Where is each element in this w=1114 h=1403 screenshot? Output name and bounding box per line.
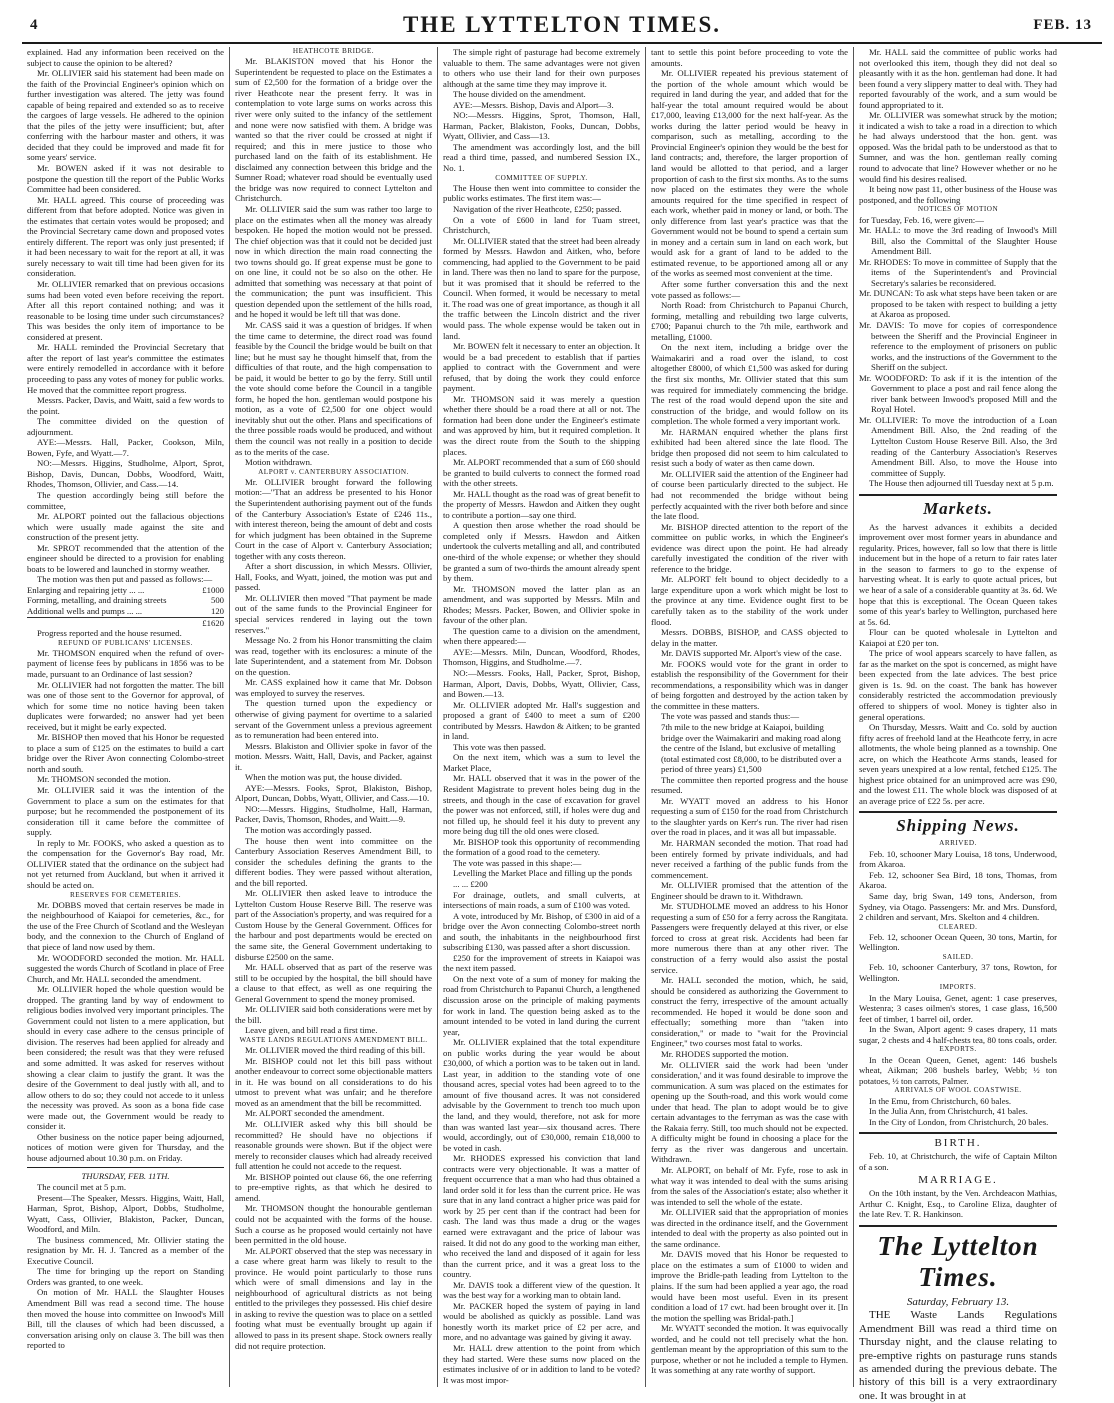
- paragraph: Feb. 10, schooner Mary Louisa, 18 tons, Underwood, from Akaroa.: [859, 848, 1057, 870]
- paragraph: Mr. SPROT recommended that the attention of the engineer should be directed to a provision for enabling boats to be lowered and launched in stormy weather.: [27, 542, 224, 574]
- divider: [859, 811, 1057, 813]
- paragraph: THE Waste Lands Regulations Amendment Bill was read a third time on Thursday night, and the clause relating to pre-emptive rights on pasturage runs stands as amended during the previous debate. The history of this bill is a very extraordinary one. It was brought in at: [859, 1309, 1057, 1402]
- paragraph: Feb. 10, schooner Canterbury, 37 tons, Rowton, for Wellington.: [859, 962, 1057, 983]
- paragraph: Mr. OLLIVIER said the attention of the Engineer had of course been particularly directed to the subject. He had not recommended the bridge without being perfectly acquainted with the river both before and since the late flood.: [651, 468, 848, 522]
- birth-heading: BIRTH.: [934, 1137, 982, 1150]
- paragraph: Mr. RHODES supported the motion.: [661, 1048, 789, 1059]
- paragraph: Mr. THOMSON thought the honourable gentleman could not be acquainted with the forms of the house. Such a course as he proposed would certainly not have been permitted in the old house.: [235, 1203, 432, 1246]
- paragraph: Navigation of the river Heathcote, £250; passed.: [453, 203, 622, 214]
- paragraph: The simple right of pasturage had become extremely valuable to them. The same advantages were not given to others who use their land for their own purposes although at the same time they may improve it.: [443, 47, 640, 89]
- paragraph: NO:—Messrs. Higgins, Studholme, Hall, Harman, Packer, Davis, Thomson, Rhodes, and Waitt.—9.: [235, 803, 432, 825]
- editorial-nameplate: The Lyttelton Times.: [877, 1231, 1039, 1293]
- paragraph: When the motion was put, the house divided.: [245, 772, 403, 783]
- paragraph: For drainage, outlets, and small culverts, at intersections of main roads, a sum of £100 was voted.: [443, 889, 640, 911]
- paragraph: NO:—Messrs. Higgins, Studholme, Alport, Sprot, Bishop, Davis, Duncan, Dobbs, Woodford, Waitt, Rhodes, Thomson, Ollivier, and Cass.—14.: [27, 458, 224, 490]
- paragraph: In the Emu, from Christchurch, 60 bales.: [869, 1095, 1012, 1106]
- paragraph: Messrs. Packer, Davis, and Waitt, said a few words to the point.: [27, 395, 224, 416]
- paragraph: Mr. BISHOP took this opportunity of recommending the formation of a good road to the cemetery.: [443, 836, 640, 858]
- paragraph: Mr. OLLIVIER said his statement had been made on the faith of the Provincial Engineer's opinion which on further investigation was altered. The jetty was found capable of being repaired and extended so as to receive the cargoes of large vessels. He adhered to the opinion that the piles of the jetty were insufficient; but, after conferring with the harbour master and others, it was decided that they could be improved and made fit for some years' service.: [27, 68, 224, 163]
- divider: [27, 1167, 224, 1168]
- paragraph: Present—The Speaker, Messrs. Higgins, Waitt, Hall, Harman, Sprot, Bishop, Alport, Dobbs, Studholme, Wyatt, Cass, Ollivier, Blakiston, Packer, Duncan, Woodford, and Miln.: [27, 1192, 224, 1235]
- paragraph: The business commenced, Mr. Ollivier stating the resignation by Mr. H. J. Tancred as a member of the Executive Council.: [27, 1234, 224, 1266]
- paragraph: The House then adjourned till Tuesday next at 5 p.m.: [869, 478, 1054, 489]
- notice-item: Mr. DAVIS: To move for copies of correspondence between the Sheriff and the Provincial Engineer in reference to the employment of prisoners on public works, and the instructions of the Government to the Sheriff on the subject.: [859, 319, 1057, 373]
- paragraph: It being now past 11, other business of the House was postponed, and the following: [859, 184, 1057, 205]
- paragraph: The question came to a division on the amendment, when there appeared:—: [443, 625, 640, 647]
- paragraph: Mr. FOOKS would vote for the grant in order to establish the responsibility of the Government for their recommendations, a responsibility which was in danger of being forgotten and destroyed by the action taken by the committee in these matters.: [651, 658, 848, 711]
- paragraph: Mr. HALL reminded the Provincial Secretary that after the report of last year's committee the estimates were entirely remodelled in accordance with it before proceeding to pass any votes of money for public works. He moved that the committee report progress.: [27, 342, 224, 395]
- page-number: 4: [30, 17, 38, 33]
- paragraph: The House then went into committee to consider the public works estimates. The first item was:—: [443, 182, 640, 204]
- paragraph: Mr. HARMAN enquired whether the plans first exhibited had been altered since the late flood. The bridge then proposed did not seem to him calculated to resist such a body of water as then came down.: [651, 426, 848, 469]
- table-total-row: [27, 617, 224, 628]
- paragraph: Mr. DOBBS moved that certain reserves be made in the neighbourhood of Kaiapoi for cemeteries, &c., for the use of the Free Church of Scotland and the Wesleyan body, and the connexion to the Church of England of that piece of land now used by them.: [27, 899, 224, 952]
- paragraph: Mr. WOODFORD seconded the motion. Mr. HALL suggested the words Church of Scotland in place of Free Church, and Mr. HALL seconded the amendment.: [27, 952, 224, 984]
- notice-item: Mr. HALL: to move the 3rd reading of Inwood's Mill Bill, also the Committal of the Slaughter House Amendment Bill.: [859, 225, 1057, 257]
- issue-date: FEB. 13: [1033, 17, 1092, 33]
- paragraph: The vote was passed and stands thus:—: [661, 711, 800, 722]
- paragraph: In reply to Mr. FOOKS, who asked a question as to the compensation for the Governor's Bay road, Mr. OLLIVIER stated that the ordinance on the subject had not yet returned from Auckland, but when it arrived it should be acted on.: [27, 837, 224, 890]
- paragraph: 7th mile to the new bridge at Kaiapoi, building bridge over the Waimakariri and making road along the centre of the Island, but exclusive of metalling (total estimated cost £8,000, to be distributed over a period of three years) £1,500: [661, 722, 842, 775]
- paragraph: Mr. BISHOP pointed out clause 66, the one referring to pre-emptive rights, as that which he desired to amend.: [235, 1171, 432, 1203]
- paragraph: In the Mary Louisa, Genet, agent: 1 case preserves, Westenra; 3 cases oilmen's stores, 1 case glass, 16,500 feet of timber, 1 barrel oil, order.: [859, 992, 1057, 1024]
- paragraph: Flour can be quoted wholesale in Lyttelton and Kaiapoi at £20 per ton.: [859, 627, 1057, 648]
- paragraph: The motion was then put and passed as follows:—: [37, 574, 213, 585]
- paragraph: Mr. DAVIS supported Mr. Alport's view of the case.: [661, 648, 842, 659]
- paragraph: Mr. ALPORT recommended that a sum of £60 should be granted to build culverts to connect the formed road with the other streets.: [443, 457, 640, 489]
- paragraph: Motion withdrawn.: [245, 457, 313, 468]
- table-cell: £1000: [202, 584, 224, 595]
- section-heading: HEATHCOTE BRIDGE.: [292, 47, 375, 55]
- paragraph: On the next item, including a bridge over the Waimakariri and a road over the island, to cost altogether £8000, of which £1,500 was asked for during the first six months, Mr. Ollivier stated that this sum was required for immediately commencing the bridge. The rest of the road would depend upon the site and construction of the bridge, and would follow on its completion. The whole formed a very important work.: [651, 342, 848, 427]
- paragraph: for Tuesday, Feb. 16, were given:—: [859, 214, 984, 225]
- paragraph: Feb. 12, schooner Ocean Queen, 30 tons, Martin, for Wellington.: [859, 931, 1057, 953]
- paragraph: The council met at 5 p.m.: [37, 1182, 127, 1193]
- paragraph: Mr. ALPORT seconded the amendment.: [245, 1108, 385, 1119]
- editorial-dateline: Saturday, February 13.: [906, 1296, 1010, 1309]
- newspaper-title: THE LYTTELTON TIMES.: [402, 12, 722, 37]
- table-row: [27, 585, 224, 596]
- paragraph: Mr. HARMAN seconded the motion. That road had been entirely formed by private individuals, and had never received a farthing of the public funds from the commencement.: [651, 838, 848, 880]
- paragraph: Mr. HALL drew attention to the point from which they had started. Were these sums now placed on the estimates inclusive of or in addition to land to be voted? It was most impor-: [443, 1343, 640, 1385]
- paragraph: Mr. HALL agreed. This course of proceeding was different from that before adopted. Notice was given in the estimates that certain votes would be proposed; and the Provincial Secretary came down and proposed votes entirely different. The report was only just presented; if it had been necessary to wait for the report at all, it was surely necessary to wait till time had been given for its consideration.: [27, 194, 224, 279]
- paragraph: Mr. HALL seconded the motion, which, he said, should be considered as authorizing the Government to construct the ferry, irrespective of the amount actually recommended. He hoped it would be done soon and effectually; something more than "taken into consideration," or made to "wait for the Provincial Engineer," two courses most fatal to works.: [651, 975, 848, 1049]
- paragraph: On a vote of £600 in land for Tuam street, Christchurch,: [443, 214, 640, 236]
- paragraph: The committee divided on the question of adjournment.: [27, 416, 224, 437]
- section-heading: ARRIVALS OF WOOL COASTWISE.: [894, 1086, 1022, 1095]
- paragraph: The question accordingly being still before the committee,: [27, 489, 224, 511]
- table-cell: Additional wells and pumps ... ...: [27, 605, 143, 616]
- columns: [22, 47, 1102, 1402]
- paragraph: Message No. 2 from his Honor transmitting the claim was read, together with its enclosures: a minute of the late Superintendent, and a statement from Mr. Dobson on the question.: [235, 635, 432, 677]
- paragraph: Mr. OLLIVIER promised that the attention of the Engineer should be drawn to it. Withdrawn.: [651, 880, 848, 901]
- paragraph: Mr. ALPORT, on behalf of Mr. Fyfe, rose to ask in what way it was intended to deal with the sums arising from the sales of the Association's estate; also whether it was intended to sell the whole of the estate.: [651, 1164, 848, 1207]
- paragraph: Same day, brig Swan, 149 tons, Anderson, from Sydney, via Otago. Passengers: Mr. and Mrs. Dunsford, 2 children and servant, Mrs. Skelton and 4 children.: [859, 890, 1057, 923]
- paragraph: Mr. WYATT seconded the motion. It was equivocally worded, and he could not tell precisely what the hon. gentleman meant by the appropriation of this sum to the purpose, whether or not he included a temple to Hymen. It was something at any rate worthy of support.: [651, 1323, 848, 1376]
- paragraph: Mr. ALPORT pointed out the fallacious objections which were usually made against the site and construction of the present jetty.: [27, 511, 224, 543]
- paragraph: Messrs. Blakiston and Ollivier spoke in favor of the motion. Messrs. Waitt, Hall, Davis, and Packer, against it.: [235, 740, 432, 772]
- paragraph: Mr. OLLIVIER repeated his previous statement of the portion of the whole amount which would be required in land during the year, and added that for the half-year the total amount required would be about £17,000, leaving £13,000 for the next half-year. As the works during the latter period would be heavy in comparison, such as metalling, according to the Provincial Engineer's opinion they would be the best for land contracts; and, therefore, the larger proportion of land would be allotted to that period, and a larger proportion of cash to the first six months. As to the sums now placed on the estimates they were the whole amounts required for the time specified in respect of each work, whether paid in money or land, or both. The only difference from last year's practice was that the Government would not be bound to spend a certain sum in money and a certain sum in land on each work, but would ask for a grant of land to be added to the estimated revenue, to be apportioned among all or any of the works as seemed most convenient at the time.: [651, 68, 848, 279]
- estimates-table: [27, 585, 224, 628]
- column-4: [646, 47, 854, 1387]
- paragraph: Other business on the notice paper being adjourned, notices of motion were given for Thursday, and the house adjourned about 10.30 p.m. on Friday.: [27, 1131, 224, 1163]
- paragraph: Mr. OLLIVIER then asked leave to introduce the Lyttelton Custom House Reserve Bill. The reserve was part of the Association's property, and was required for a Custom House by the General Government. Offices for the harbour and post departments would be erected on the same site, the General Government undertaking to disburse £2500 on the same.: [235, 888, 432, 962]
- paragraph: Leave given, and bill read a first time.: [245, 1025, 378, 1036]
- paragraph: North Road: from Christchurch to Papanui Church, forming, metalling and rebuilding two large culverts, £700; Papanui church to the 7th mile, earthwork and metalling, £1000.: [651, 300, 848, 342]
- paragraph: After a short discussion, in which Messrs. Ollivier, Hall, Fooks, and Wyatt, joined, the motion was put and passed.: [235, 561, 432, 593]
- paragraph: Mr. OLLIVIER said it was the intention of the Government to place a sum on the estimates for that purpose; but he recommended the postponement of its consideration till it came before the committee of supply.: [27, 785, 224, 838]
- section-heading: IMPORTS.: [939, 983, 977, 992]
- notice-item: Mr. WOODFORD: To ask if it is the intention of the Government to place a post and rail fence along the river bank between Inwood's proposed Mill and the Royal Hotel.: [859, 372, 1057, 415]
- section-heading: RESERVES FOR CEMETERIES.: [69, 890, 182, 899]
- table-row: [27, 606, 224, 617]
- marriage-heading: MARRIAGE.: [918, 1174, 998, 1187]
- paragraph: Mr. BISHOP directed attention to the report of the committee on public works, in which the Engineer's evidence was direct upon the point. He had already carefully investigated the condition of the river with reference to the bridge.: [651, 521, 848, 574]
- paragraph: Mr. THOMSON said it was merely a question whether there should be a road there at all or not. The formation had been done under the Engineer's estimate and was approved by him, but it required completion. It was the direct route from the South to the shipping places.: [443, 393, 640, 457]
- section-heading: WASTE LANDS REGULATIONS AMENDMENT BILL.: [239, 1035, 428, 1044]
- paragraph: Mr. OLLIVIER moved the third reading of this bill.: [245, 1045, 425, 1056]
- paragraph: Messrs. DOBBS, BISHOP, and CASS objected to delay in the matter.: [651, 627, 848, 648]
- divider: [859, 1132, 1057, 1134]
- paragraph: After some further conversation this and the next vote passed as follows:—: [651, 279, 848, 300]
- paragraph: Mr. OLLIVIER was somewhat struck by the motion; it indicated a wish to take a road in a direction to which he had always understood that the hon. gent. was opposed. Was the bridal path to be understood as that to Sumner, and was the hon. gentleman really coming round to advocate that line? However whether or no he would find his desires realised.: [859, 110, 1057, 184]
- divider: [859, 494, 1057, 496]
- paragraph: Mr. BOWEN asked if it was not desirable to postpone the question till the report of the Public Works Committee had been considered.: [27, 163, 224, 195]
- paragraph: Mr. BLAKISTON moved that his Honor the Superintendent be requested to place on the Estimates a sum of £2,500 for the formation of a bridge over the river Heathcote near the present ferry. It was in contemplation to vote large sums on works across this river were only suited to the infancy of the settlement and none were now satisfied with them. A bridge was wanted so that the river could be crossed at night if required; and this in mere justice to those who purchased land on the faith of its establishment. He disclaimed any connection between this bridge and the Sumner Road; whatever road should be eventually used the bridge was now required to connect Lyttelton and Christchurch.: [235, 56, 432, 204]
- paragraph: Mr. HALL said the committee of public works had not overlooked this item, though they did not deal so pleasantly with it as the hon. gentleman had done. It had been found a very slippery matter to deal with. They had reported favourably of the work, and a sum would be found appropriated to it.: [859, 47, 1057, 110]
- paragraph: On the next vote of a sum of money for making the road from Christchurch to Papanui Church, a lengthened discussion arose on the principle of making payments for work in land. The question being asked as to the amount intended to be voted in land during the current year,: [443, 973, 640, 1037]
- paragraph: Mr. OLLIVIER said the work had been 'under consideration,' and it was found desirable to improve the communication. A sum was placed on the estimates for opening up the South-road, and this work would come under that head. The plan to adopt would be to give certain advantages to the ferryman as was the case with the Rakaia ferry. Still, too much should not be expected. A difficulty might be found in choosing a place for the ferry as the river was dangerous and uncertain. Withdrawn.: [651, 1059, 848, 1165]
- paragraph: £250 for the improvement of streets in Kaiapoi was the next item passed.: [443, 952, 640, 974]
- paragraph: Mr. THOMSON enquired when the refund of over-payment of license fees by publicans in 1856 was to be made, pursuant to an Ordinance of last session?: [27, 647, 224, 680]
- paragraph: Mr. WYATT moved an address to his Honor requesting a sum of £150 for the road from Christchurch to the slaughter yards on Kerr's run. The river had risen over the road in places, and it was all but impassable.: [651, 795, 848, 838]
- markets-heading: Markets.: [923, 498, 993, 518]
- paragraph: The price of wool appears scarcely to have fallen, as far as the market on the spot is concerned, as might have been expected from the late advices. The best price given is 1s. 9d. on the coast. The bank has however considerably restricted the accommodation previously offered to shippers of wool. Money is tighter also in general operations.: [859, 648, 1057, 722]
- paragraph: Feb. 12, schooner Sea Bird, 18 tons, Thomas, from Akaroa.: [859, 869, 1057, 891]
- column-1: [22, 47, 230, 1387]
- section-heading: NOTICES OF MOTION: [917, 205, 999, 214]
- paragraph: Mr. OLLIVIER had not forgotten the matter. The bill was one of those sent to the Governor for approval, of which for some time no notice having been taken duplicates were forwarded; no answer had yet been received, but it might be early expected.: [27, 679, 224, 732]
- column-3: [438, 47, 646, 1387]
- paragraph: This vote was then passed.: [453, 741, 546, 752]
- paragraph: Mr. DAVIS moved that his Honor be requested to place on the estimates a sum of £1000 to widen and improve the Bridle-path leading from Lyttelton to the plains. If the sum had been applied a year ago, the road would have been most useful. Even in its present condition a load of 17 cwt. had been brought over it. [In the motion the spelling was Bridal-path.]: [651, 1249, 848, 1323]
- section-heading: REFUND OF PUBLICANS' LICENSES.: [58, 638, 193, 647]
- paragraph: In the Ocean Queen, Genet, agent: 146 bushels wheat, Aikman; 208 bushels barley, Webb; ½ ton potatoes, ½ ton carrots, Palmer.: [859, 1054, 1057, 1086]
- paragraph: AYE:—Messrs. Hall, Packer, Cookson, Miln, Bowen, Fyfe, and Wyatt.—7.: [27, 437, 224, 458]
- paragraph: The committee then reported progress and the house resumed.: [651, 774, 848, 796]
- section-heading: SAILED.: [942, 953, 974, 961]
- paragraph: A vote, introduced by Mr. Bishop, of £300 in aid of a bridge over the Avon connecting Colombo-street north and south, the inhabitants in the neighbourhood first subscribing £130, was passed after a short discussion.: [443, 910, 640, 953]
- paragraph: Mr. ALPORT observed that the step was necessary in a case where great harm was likely to result to the province. He would point particularly to those runs which were of small dimensions and lay in the neighbourhood of agricultural districts as not being entitled to the privileges they possessed. His chief desire in asking to revive the question was to place on a settled footing what must be eventually brought up again if allowed to pass in its present shape. Stock owners really did not require protection.: [235, 1245, 432, 1351]
- paragraph: Feb. 10, at Christchurch, the wife of Captain Milton of a son.: [859, 1151, 1057, 1172]
- table-total: £1620: [197, 617, 224, 628]
- paragraph: The motion was accordingly passed.: [245, 824, 372, 835]
- section-heading: THURSDAY, FEB. 11TH.: [81, 1171, 170, 1182]
- paragraph: Mr. CASS explained how it came that Mr. Dobson was employed to survey the reserves.: [235, 677, 432, 698]
- paragraph: Mr. BISHOP could not let this bill pass without another endeavour to correct some objectionable matters in it. He was bound on all considerations to do his utmost to prevent what was unfair; and he therefore moved as an amendment that the bill be recommitted.: [235, 1055, 432, 1108]
- paragraph: A question then arose whether the road should be completed only if Messrs. Hawdon and Aitken undertook the culverts metalling and all, and contributed one-third of the whole expense; or whether they should be granted a sum of two-thirds the amount already spent by them.: [443, 520, 640, 584]
- paragraph: Mr. OLLIVIER asked why this bill should be recommitted? He should have no objections if reasonable grounds were shown. But if the object were merely to reconsider clauses which had already received full attention he could not accede to the request.: [235, 1119, 432, 1172]
- paragraph: The time for bringing up the report on Standing Orders was granted, to one week.: [27, 1266, 224, 1287]
- page-header: [22, 8, 1102, 44]
- paragraph: Mr. OLLIVIER adopted Mr. Hall's suggestion and proposed a grant of £400 to meet a sum of £200 contributed by Messrs. Hawdon & Aitken; to be granted in land.: [443, 699, 640, 742]
- paragraph: explained. Had any information been received on the subject to cause the opinion to be altered?: [27, 47, 224, 68]
- paragraph: NO:—Messrs. Higgins, Sprot, Thomson, Hall, Harman, Packer, Blakiston, Fooks, Duncan, Dobbs, Wyatt, Ollivier, and Cass—13.: [443, 110, 640, 142]
- paragraph: Mr. THOMSON moved the latter plan as an amendment, and was supported by Messrs. Miln and Rhodes; Messrs. Packer, Bowen, and Ollivier spoke in favour of the other plan.: [443, 583, 640, 626]
- paragraph: The vote was passed in this shape:—: [453, 857, 582, 868]
- paragraph: On the 10th instant, by the Ven. Archdeacon Mathias, Arthur C. Knight, Esq., to Caroline Eliza, daughter of the late Rev. T. R. Hankinson.: [859, 1188, 1057, 1220]
- paragraph: In the Swan, Alport agent: 9 cases drapery, 11 mats sugar, 2 chests and 4 half-chests tea, 80 tons coals, order.: [859, 1024, 1057, 1045]
- paragraph: Mr. BISHOP then moved that his Honor be requested to place a sum of £125 on the estimates to build a cart bridge over the River Avon connecting Colombo-street north and south.: [27, 732, 224, 774]
- paragraph: Mr. ALPORT felt bound to object decidedly to a large expenditure upon a work which might be lost to the province at any time. Evidence ought first to be carefully taken as to the stability of the work under flood.: [651, 574, 848, 627]
- shipping-heading: Shipping News.: [896, 816, 1020, 836]
- table-cell: [27, 617, 197, 628]
- paragraph: In the Julia Ann, from Christchurch, 41 bales.: [869, 1106, 1028, 1117]
- paragraph: Mr. THOMSON seconded the motion.: [37, 774, 171, 785]
- paragraph: Progress reported and the house resumed.: [37, 628, 182, 639]
- paragraph: In the City of London, from Christchurch, 20 bales.: [869, 1116, 1049, 1127]
- paragraph: Mr. OLLIVIER said that the appropriation of monies was directed in the ordinance itself, and the Government intended to deal with the property as also pointed out in the same ordinance.: [651, 1207, 848, 1249]
- section-heading: ALPORT v. CANTERBURY ASSOCIATION.: [258, 467, 409, 476]
- paragraph: Mr. OLLIVIER stated that the street had been already formed by Messrs. Hawdon and Aitken, who, before commencing, had applied to the Government to be paid in land. There was then no land to spare for the purpose, but it was promised that it should be referred to the Council. When formed, it would be necessary to metal it. The road was one of great importance, as though it all the traffic between the Lincoln district and the river would pass. The whole expense would be taken out in land.: [443, 235, 640, 341]
- paragraph: Levelling the Market Place and filling up the ponds ... ... £200: [453, 868, 633, 889]
- paragraph: Mr. OLLIVIER explained that the total expenditure on public works during the year would be about £30,000, of which a portion was to be taken out in land. Last year, in addition to the standing vote of one thousand acres, special votes had been agreed to to the amount of five thousand acres. It was not considered advisable by the Government to trench too much upon the land, and they would, therefore, not ask for more than was wanted last year—six thousand acres. There would, accordingly, out of £30,000, remain £18,000 to be voted in cash.: [443, 1037, 640, 1153]
- paragraph: Mr. HALL thought as the road was of great benefit to the property of Messrs. Hawdon and Aitken they ought to contribute a portion—say one third.: [443, 488, 640, 520]
- paragraph: Mr. OLLIVIER then moved "That payment be made out of the same funds to the Provincial Engineer for special services rendered in laying out the town reserves.": [235, 592, 432, 635]
- column-2: [230, 47, 438, 1387]
- paragraph: As the harvest advances it exhibits a decided improvement over most former years in abundance and regularity. Prices, however, fall so low that there is little inducement but in the hope of a return to fair rates later in the season to farmers to go to the expense of harvesting wheat. It is early to quote actual prices, but we hear of a sale of a considerable quantity at 3s. 6d. We hope that this is exceptional. The Ocean Queen takes some of this year's barley to Wellington, purchased here at 5s. 6d.: [859, 521, 1057, 627]
- paragraph: Mr. OLLIVIER hoped the whole question would be dropped. The granting land by way of endowment to religious bodies involved very important principles. The Government could not listen to a mere application, but should in every case adhere to the census principle of division. The reserves had been applied for already and been considered; the result was that they were refused and some admitted. It was asked for reserves without showing a clear claim to justify the grant. It was the desire of the Government to deal justly with all, and to allow others to do so; they could not accede to it unless the necessity was proved. As soon as a bona fide case were made out, the Government would be ready to consider it.: [27, 984, 224, 1132]
- paragraph: On Thursday, Messrs. Waitt and Co. sold by auction fifty acres of freehold land at the Heathcote ferry, in acre allotments, the whole being planned as a township. One acre, on which the Heathcote Arms stands, leased for seven years unexpired at a low rental, fetched £125. The highest price obtained for an unimproved acre was £90, and the lowest £11. The whole block was disposed of at an average price of £22 5s. per acre.: [859, 722, 1057, 806]
- paragraph: Mr. OLLIVIER remarked that on previous occasions sums had been voted even before receiving the report. After all this report contained nothing; and was it reasonable to be losing time under such circumstances? This was besides the only item of importance to be considered at present.: [27, 279, 224, 342]
- section-heading: EXPORTS.: [939, 1045, 977, 1054]
- table-cell: Forming, metalling, and draining streets: [27, 595, 167, 606]
- paragraph: AYE:—Messrs. Fooks, Sprot, Blakiston, Bishop, Alport, Duncan, Dobbs, Wyatt, Ollivier, and Cass.—10.: [235, 782, 432, 804]
- notice-item: Mr. DUNCAN: To ask what steps have been taken or are proposed to be taken with respect to building a jetty at Akaroa as proposed.: [859, 288, 1057, 320]
- divider: [859, 1225, 1057, 1227]
- paragraph: On the next item, which was a sum to level the Market Place,: [443, 752, 640, 773]
- paragraph: Mr. CASS said it was a question of bridges. If when the time came to determine, the direct road was found feasible by the Council the bridge would be built on that line; but he must say he thought himself that, from the difficulties of that route, and the high compensation to be paid, it would be better to go by the ferry. Still until the vote should come before the Council in a tangible form, he hoped the hon. gentleman would postpone his motion, as a vote of £2,500 for one object would inevitably shut out the other. Plans and specifications of the three possible roads would be produced, and without them the council was not really in a position to decide as to the merits of the case.: [235, 319, 432, 457]
- paragraph: AYE:—Messrs. Miln, Duncan, Woodford, Rhodes, Thomson, Higgins, and Studholme.—7.: [443, 646, 640, 668]
- table-cell: Enlarging and repairing jetty ... ...: [27, 584, 145, 595]
- paragraph: NO:—Messrs. Fooks, Hall, Packer, Sprot, Bishop, Harman, Alport, Davis, Dobbs, Wyatt, Ollivier, Cass, and Bowen.—13.: [443, 668, 640, 700]
- paragraph: Mr. OLLIVIER said both considerations were met by the bill.: [235, 1004, 432, 1025]
- section-heading: ARRIVED.: [939, 839, 977, 848]
- column-5: [854, 47, 1062, 1402]
- paragraph: tant to settle this point before proceeding to vote the amounts.: [651, 47, 848, 68]
- paragraph: The house divided on the amendment.: [453, 89, 586, 100]
- notice-item: Mr. OLLIVIER: To move the introduction of a Loan Amendment Bill. Also, the 2nd reading of the Lyttelton Custom House Reserve Bill. Also, the 3rd reading of the Canterbury Association's Reserves Amendment Bill. Also, to move the House into committee of Supply.: [859, 414, 1057, 478]
- paragraph: Mr. BOWEN felt it necessary to enter an objection. It would be a bad precedent to establish that if parties applied to contract with the Government and were refused, that by doing the work they could enforce payment.: [443, 341, 640, 394]
- paragraph: Mr. HALL observed that as part of the reserve was still to be occupied by the hospital, the bill should have a clause to that effect, as well as one requiring the General Government to spend the money promised.: [235, 962, 432, 1004]
- paragraph: The house then went into committee on the Canterbury Association Reserves Amendment Bill, to consider the schedules defining the grants to the different bodies. They were passed without alteration, and the bill reported.: [235, 835, 432, 888]
- section-heading: CLEARED.: [938, 922, 978, 931]
- table-cell: 120: [210, 605, 224, 616]
- paragraph: Mr. PACKER hoped the system of paying in land would be abolished as quickly as possible. Land was honestly worth its market price of £2 per acre, and more, and no advantage was gained by giving it away.: [443, 1300, 640, 1343]
- section-heading: COMMITTEE OF SUPPLY.: [495, 173, 588, 182]
- paragraph: AYE:—Messrs. Bishop, Davis and Alport—3.: [453, 99, 614, 110]
- paragraph: On motion of Mr. HALL the Slaughter Houses Amendment Bill was read a second time. The house then moved the house into committee on Inwood's Mill Bill, till the clauses of which had been discussed, a conversation arising only on clause 3. The bill was then reported to: [27, 1287, 224, 1351]
- editorial: [859, 1296, 1057, 1403]
- paragraph: The amendment was accordingly lost, and the bill read a third time, passed, and numbered Session IX., No. 1.: [443, 141, 640, 174]
- paragraph: The question turned upon the expediency or otherwise of giving payment for overtime to a salaried servant of the Government unless a previous agreement as to remuneration had been entered into.: [235, 698, 432, 741]
- paragraph: Mr. OLLIVIER brought forward the following motion:—"That an address be presented to his Honor the Superintendent authorising payment out of the funds of the Canterbury Association's Estate of £246 11s., with interest thereon, being the amount of debt and costs for which judgment has been obtained in the Supreme Court in the case of Alport v. Canterbury Association; together with any costs thereon.: [235, 476, 432, 561]
- paragraph: Mr. HALL observed that it was in the power of the Resident Magistrate to prevent holes being dug in the streets, and though in the case of excavation for gravel the power was not enforced, still, if holes were dug and not filled up, he should feel it his duty to prevent any more being dug till the old ones were closed.: [443, 773, 640, 837]
- notice-item: Mr. RHODES: To move in committee of Supply that the items of the Superintendent's and Provincial Secretary's salaries be reconsidered.: [859, 256, 1057, 288]
- paragraph: Mr. STUDHOLME moved an address to his Honor requesting a sum of £50 for a ferry across the Rangitata. Passengers were frequently delayed at this river, or else forced to cross at great risk. Accidents had been far more numerous there than at any other river. The construction of a ferry would also assist the postal service.: [651, 901, 848, 975]
- table-row: [27, 595, 224, 606]
- paragraph: Mr. OLLIVIER said the sum was rather too large to place on the estimates when all the money was already bespoken. He hoped the motion would not be pressed. The chief objection was that it could not be decided just now in which direction the main road connecting the two towns should go. If great expense must be gone to on one line, it could not be so also on the other. He admitted that something was necessary at that point of the communication; the punt was insufficient. This question depended upon the settlement of the hills road, and he hoped it would be left till that was done.: [235, 203, 432, 320]
- table-cell: 500: [210, 595, 224, 606]
- paragraph: Mr. DAVIS took a different view of the question. It was the best way for a working man to obtain land.: [443, 1279, 640, 1301]
- paragraph: Mr. RHODES expressed his conviction that land contracts were very objectionable. It was a matter of frequent occurrence that a man who had thus obtained a land order sold it for less than the current price. He was sure that in any land contract a higher price was paid for work by 25 per cent than if the contract had been for cash. The land was thus made a drug or the wages earned were extravagant and the price of labour was raised. It did not do any good to the working man either, who received the land and disposed of it again for less than the current price, and it was a great loss to the country.: [443, 1153, 640, 1280]
